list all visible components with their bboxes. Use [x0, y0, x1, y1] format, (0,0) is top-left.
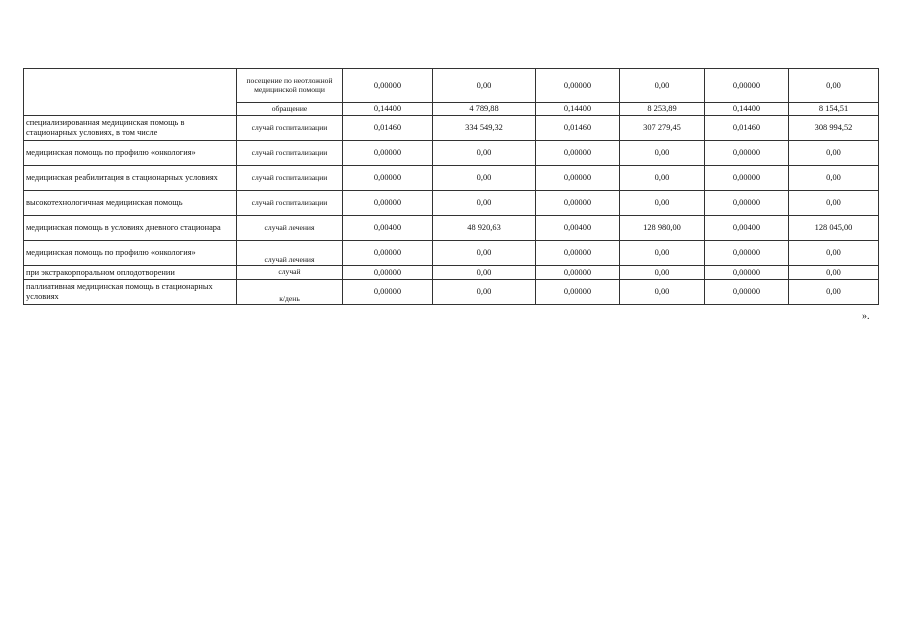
table-row — [24, 69, 879, 103]
table-row — [24, 280, 879, 305]
value-cell: 0,00 — [789, 241, 879, 266]
table-row — [24, 191, 879, 216]
value-cell: 0,00 — [433, 241, 536, 266]
value-cell: 0,00000 — [536, 280, 620, 305]
row-name: медицинская помощь в условиях дневного стационара — [24, 216, 237, 241]
value-cell: 307 279,45 — [620, 116, 705, 141]
value-cell: 0,00000 — [705, 69, 789, 103]
value-cell: 0,00000 — [343, 280, 433, 305]
value-cell: 4 789,88 — [433, 103, 536, 116]
value-cell: 48 920,63 — [433, 216, 536, 241]
table-row — [24, 116, 879, 141]
data-table — [23, 68, 879, 305]
value-cell: 0,00000 — [343, 191, 433, 216]
unit-cell: к/день — [237, 280, 343, 305]
value-cell: 0,00400 — [343, 216, 433, 241]
value-cell: 0,00 — [620, 266, 705, 280]
value-cell: 0,00000 — [705, 241, 789, 266]
value-cell: 0,01460 — [705, 116, 789, 141]
value-cell: 0,00 — [620, 69, 705, 103]
value-cell: 0,00 — [789, 266, 879, 280]
value-cell: 0,00 — [789, 166, 879, 191]
unit-cell: случай госпитализации — [237, 166, 343, 191]
value-cell: 0,14400 — [705, 103, 789, 116]
value-cell: 8 154,51 — [789, 103, 879, 116]
value-cell: 0,00 — [789, 191, 879, 216]
value-cell: 128 980,00 — [620, 216, 705, 241]
value-cell: 0,00000 — [536, 241, 620, 266]
value-cell: 0,00 — [433, 280, 536, 305]
value-cell: 0,00000 — [536, 266, 620, 280]
value-cell: 0,00000 — [343, 69, 433, 103]
unit-cell: посещение по неотложной медицинской помощи — [237, 69, 343, 103]
value-cell: 0,00 — [433, 191, 536, 216]
table-row — [24, 241, 879, 266]
unit-cell: случай — [237, 266, 343, 280]
unit-cell: случай госпитализации — [237, 141, 343, 166]
value-cell: 0,00000 — [705, 266, 789, 280]
table-row — [24, 266, 879, 280]
value-cell: 308 994,52 — [789, 116, 879, 141]
value-cell: 0,00000 — [536, 191, 620, 216]
unit-cell: случай лечения — [237, 216, 343, 241]
value-cell: 0,00000 — [705, 166, 789, 191]
row-name: при экстракорпоральном оплодотворении — [24, 266, 237, 280]
table-row — [24, 216, 879, 241]
value-cell: 0,01460 — [536, 116, 620, 141]
value-cell: 0,00 — [789, 141, 879, 166]
value-cell: 0,14400 — [536, 103, 620, 116]
value-cell: 0,00000 — [705, 141, 789, 166]
value-cell: 0,00 — [789, 280, 879, 305]
value-cell: 0,00 — [620, 166, 705, 191]
closing-quote-mark: ». — [862, 311, 870, 322]
value-cell: 0,00 — [433, 266, 536, 280]
unit-cell: обращение — [237, 103, 343, 116]
value-cell: 0,00000 — [343, 166, 433, 191]
unit-cell: случай госпитализации — [237, 116, 343, 141]
value-cell: 0,00 — [433, 166, 536, 191]
row-name: специализированная медицинская помощь в стационарных условиях, в том числе — [24, 116, 237, 141]
row-name: медицинская помощь по профилю «онкология» — [24, 141, 237, 166]
value-cell: 0,00000 — [536, 166, 620, 191]
value-cell: 0,00 — [433, 69, 536, 103]
value-cell: 0,00000 — [343, 266, 433, 280]
value-cell: 8 253,89 — [620, 103, 705, 116]
value-cell: 0,00400 — [705, 216, 789, 241]
value-cell: 0,00000 — [343, 141, 433, 166]
row-name: медицинская помощь по профилю «онкология» — [24, 241, 237, 266]
table-row — [24, 141, 879, 166]
value-cell: 0,00000 — [705, 280, 789, 305]
row-name: паллиативная медицинская помощь в стационарных условиях — [24, 280, 237, 305]
value-cell: 0,00000 — [705, 191, 789, 216]
value-cell: 0,01460 — [343, 116, 433, 141]
unit-cell: случай лечения — [237, 241, 343, 266]
value-cell: 0,00000 — [343, 241, 433, 266]
value-cell: 0,00000 — [536, 69, 620, 103]
value-cell: 0,00 — [620, 280, 705, 305]
value-cell: 0,14400 — [343, 103, 433, 116]
value-cell: 334 549,32 — [433, 116, 536, 141]
value-cell: 128 045,00 — [789, 216, 879, 241]
value-cell: 0,00 — [620, 141, 705, 166]
table-row — [24, 166, 879, 191]
unit-cell: случай госпитализации — [237, 191, 343, 216]
value-cell: 0,00 — [433, 141, 536, 166]
value-cell: 0,00000 — [536, 141, 620, 166]
row-name: высокотехнологичная медицинская помощь — [24, 191, 237, 216]
row-name-merged — [24, 69, 237, 116]
row-name: медицинская реабилитация в стационарных условиях — [24, 166, 237, 191]
value-cell: 0,00400 — [536, 216, 620, 241]
value-cell: 0,00 — [620, 241, 705, 266]
value-cell: 0,00 — [620, 191, 705, 216]
value-cell: 0,00 — [789, 69, 879, 103]
